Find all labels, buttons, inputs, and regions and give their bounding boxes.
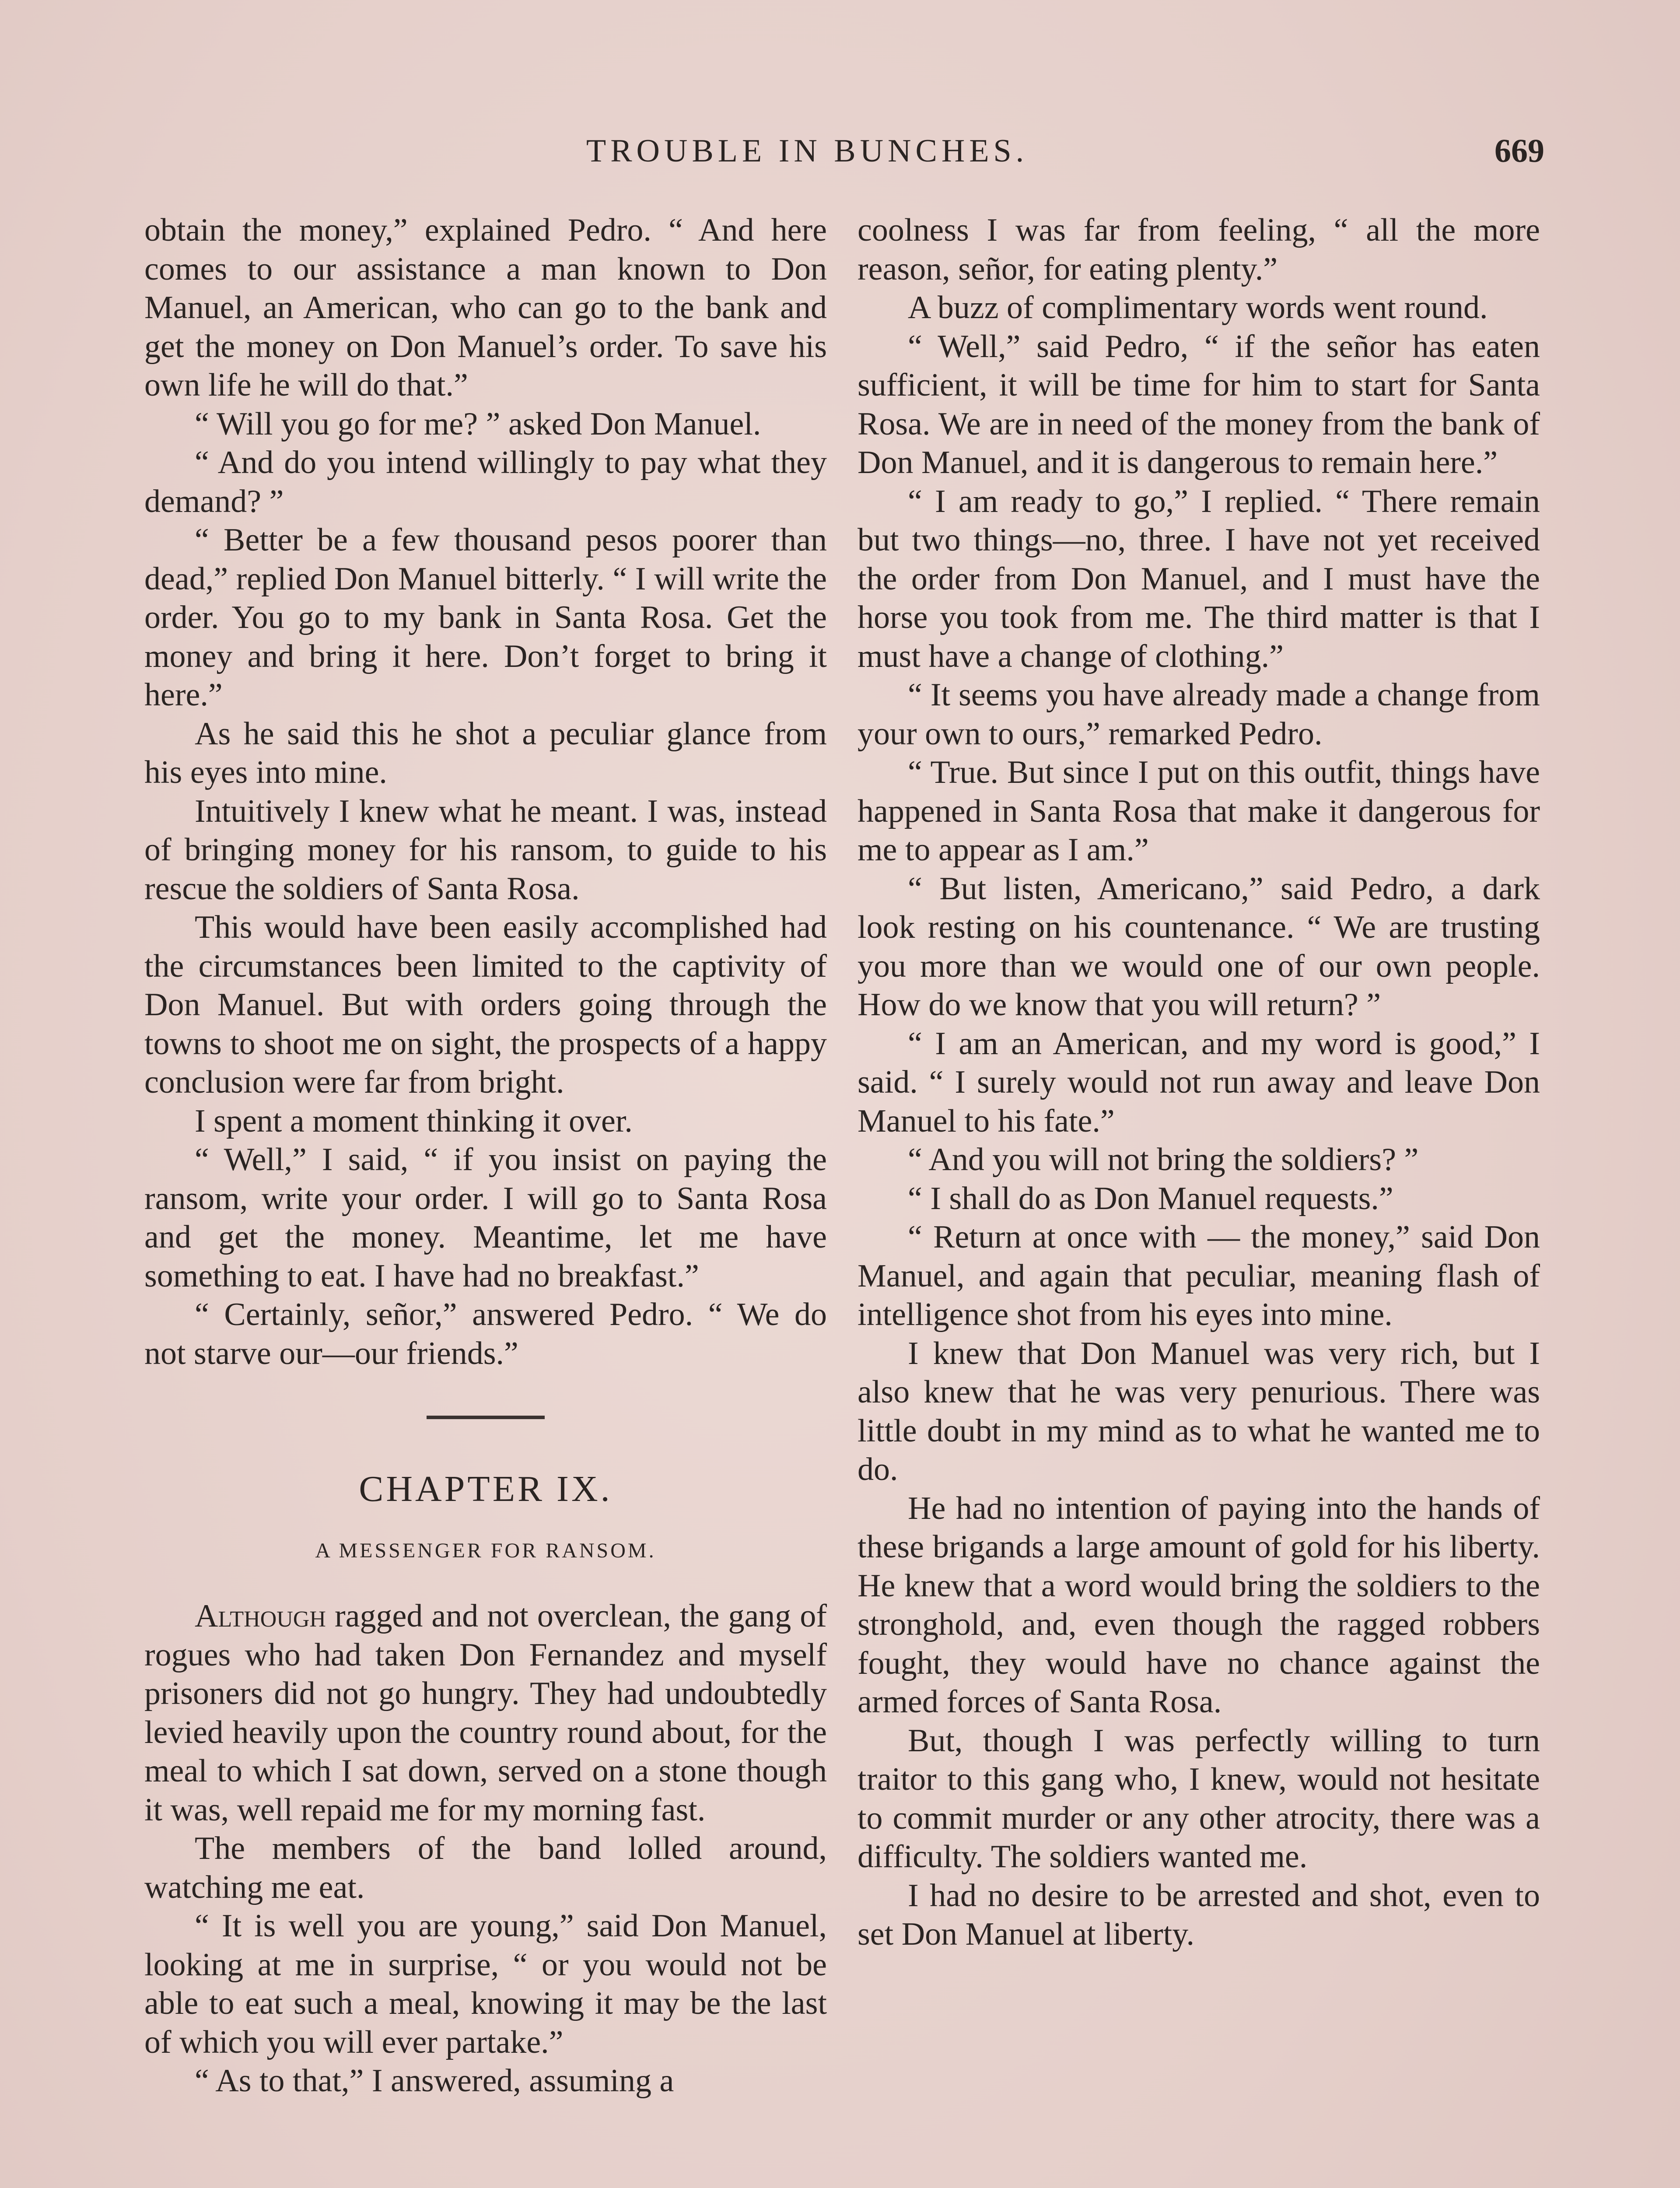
chapter-subtitle: A MESSENGER FOR RANSOM. (315, 1539, 656, 1562)
paragraph: This would have been easily accomplished had the circumstances been limited to the captivity of Don Manuel. But with orders going through the towns to shoot me on sight, the prospects of a happy conclusion were far from bright. (144, 909, 827, 1100)
left-column (144, 211, 827, 2100)
paragraph: coolness I was far from feeling, “ all the more reason, señor, for eating plenty.” (858, 212, 1540, 287)
paragraph: Intuitively I knew what he meant. I was, instead of bringing money for his ransom, to guide to his rescue the soldiers of Santa Rosa. (144, 793, 827, 907)
paragraph: “ Certainly, señor,” answered Pedro. “ We do not starve our—our friends.” (144, 1297, 827, 1371)
paragraph: “ But listen, Americano,” said Pedro, a dark look resting on his countenance. “ We are trusting you more than we would one of our own people. How do we know that you will return? ” (858, 870, 1540, 1023)
section-divider (427, 1416, 545, 1419)
paragraph: “ It is well you are young,” said Don Manuel, looking at me in surprise, “ or you would not be able to eat such a meal, knowing it may be the last of which you will ever partake.” (144, 1908, 827, 2060)
paragraph: “ True. But since I put on this outfit, things have happened in Santa Rosa that make it dangerous for me to appear as I am.” (858, 754, 1540, 868)
paragraph: “ Well,” I said, “ if you insist on paying the ransom, write your order. I will go to Santa Rosa and get the money. Meantime, let me have something to eat. I have had no breakfast.” (144, 1142, 827, 1294)
paragraph: “ Better be a few thousand pesos poorer than dead,” replied Don Manuel bitterly. “ I will write the order. You go to my bank in Santa Rosa. Get the money and bring it here. Don’t forget to bring it here.” (144, 522, 827, 713)
paragraph: “ I am ready to go,” I replied. “ There remain but two things—no, three. I have not yet received the order from Don Manuel, and I must have the horse you took from me. The third matter is that I must have a change of clothing.” (858, 483, 1540, 674)
running-title: TROUBLE IN BUNCHES. (586, 133, 1029, 169)
paragraph: “ Well,” said Pedro, “ if the señor has eaten sufficient, it will be time for him to start for Santa Rosa. We are in need of the money from the bank of Don Manuel, and it is dangerous to remain here.” (858, 328, 1540, 480)
paragraph: I knew that Don Manuel was very rich, but I also knew that he was very penurious. There was little doubt in my mind as to what he wanted me to do. (858, 1335, 1540, 1487)
paragraph-text: ragged and not overclean, the gang of rogues who had taken Don Fernandez and myself prisoners did not go hungry. They had undoubtedly levied heavily upon the country round about, for the meal to which I sat down, served on a stone though it was, well repaid me for my morning fast. (144, 1598, 827, 1828)
paragraph: “ As to that,” I answered, assuming a (195, 2063, 674, 2099)
paragraph: But, though I was perfectly willing to turn traitor to this gang who, I knew, would not hesitate to commit murder or any other atrocity, there was a difficulty. The soldiers wanted me. (858, 1722, 1540, 1875)
paragraph: “ And do you intend willingly to pay what they demand? ” (144, 445, 827, 519)
paragraph: I spent a moment thinking it over. (195, 1103, 633, 1139)
paragraph: I had no desire to be arrested and shot, even to set Don Manuel at liberty. (858, 1877, 1540, 1952)
paragraph (144, 1597, 827, 1829)
paragraph: A buzz of complimentary words went round. (908, 290, 1488, 326)
right-column (858, 211, 1540, 1954)
paragraph: “ Will you go for me? ” asked Don Manuel. (195, 406, 761, 442)
page-number: 669 (1494, 133, 1544, 169)
drop-word: Although (195, 1598, 326, 1634)
paragraph: “ I am an American, and my word is good,” I said. “ I surely would not run away and leave Don Manuel to his fate.” (858, 1025, 1540, 1139)
paragraph: obtain the money,” explained Pedro. “ And here comes to our assistance a man known to Don Manuel, an American, who can go to the bank and get the money on Don Manuel’s order. To save his own life he will do that.” (144, 212, 827, 403)
paragraph: He had no intention of paying into the hands of these brigands a large amount of gold for his liberty. He knew that a word would bring the soldiers to the stronghold, and, even though the ragged robbers fought, they would have no chance against the armed forces of Santa Rosa. (858, 1490, 1540, 1720)
paragraph: “ Return at once with — the money,” said Don Manuel, and again that peculiar, meaning flash of intelligence shot from his eyes into mine. (858, 1219, 1540, 1332)
paragraph: “ I shall do as Don Manuel requests.” (908, 1180, 1393, 1217)
paragraph: “ And you will not bring the soldiers? ” (908, 1142, 1419, 1178)
page-header (144, 127, 1544, 175)
paragraph: As he said this he shot a peculiar glance from his eyes into mine. (144, 715, 827, 790)
paragraph: The members of the band lolled around, watching me eat. (144, 1830, 827, 1905)
chapter-title: CHAPTER IX. (359, 1469, 612, 1509)
paragraph: “ It seems you have already made a change from your own to ours,” remarked Pedro. (858, 677, 1540, 752)
